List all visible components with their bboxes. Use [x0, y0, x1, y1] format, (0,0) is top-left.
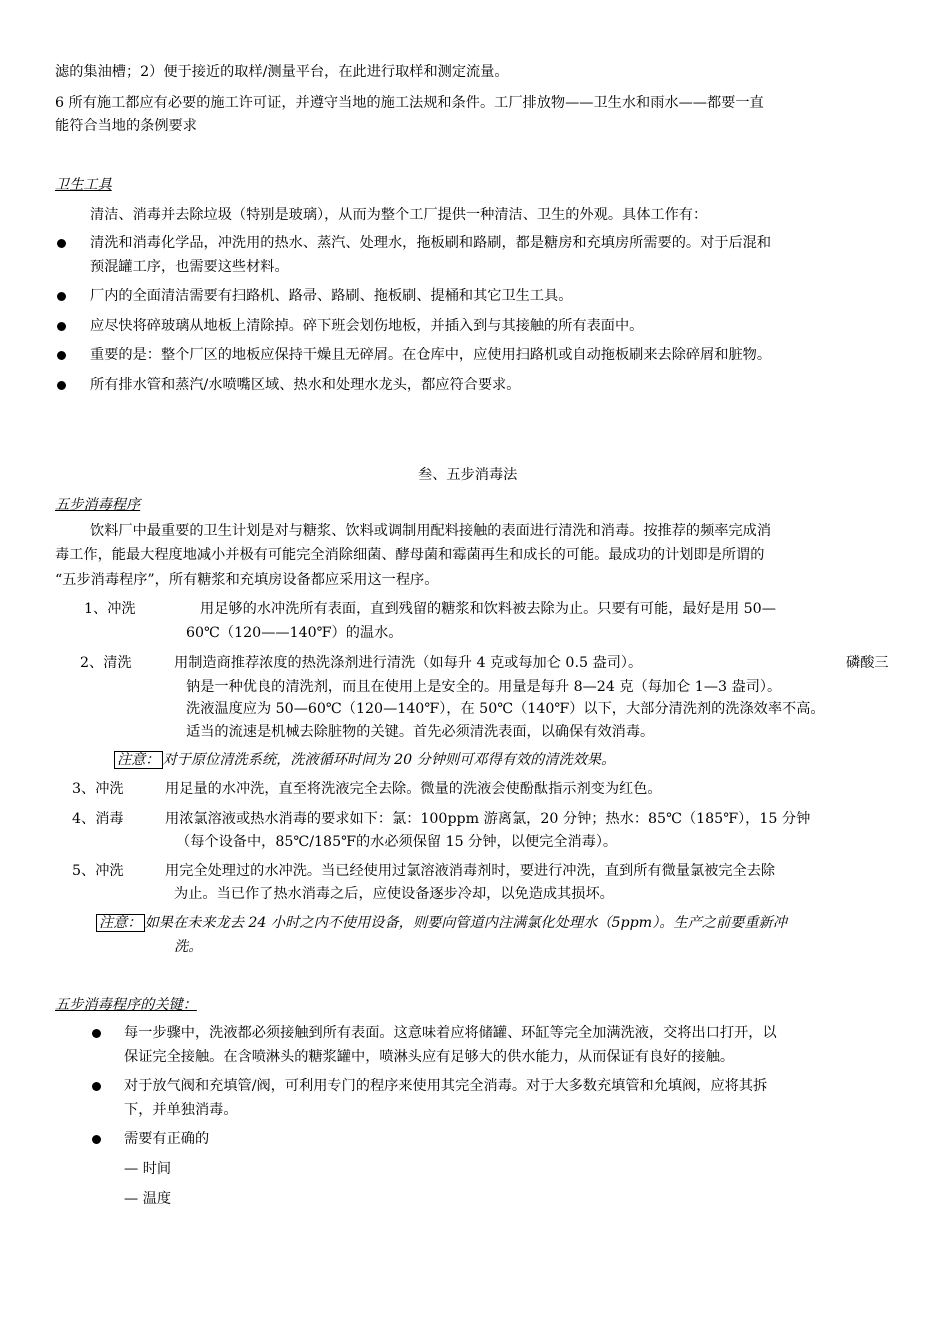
step-text: 为止。当已作了热水消毒之后，应使设备逐步冷却，以免造成其损坏。 — [174, 886, 614, 902]
bullet-icon — [92, 1082, 101, 1091]
step-label: 3、冲洗 — [72, 781, 124, 797]
paragraph-intro: 清洁、消毒并去除垃圾（特别是玻璃），从而为整个工厂提供一种清洁、卫生的外观。具体工作有： — [90, 207, 708, 223]
text-line: 饮料厂中最重要的卫生计划是对与糖浆、饮料或调制用配料接触的表面进行清洗和消毒。按推荐的频率完成消 — [90, 523, 772, 539]
bullet-text: 下，并单独消毒。 — [124, 1102, 238, 1118]
section-heading: 五步消毒程序的关键： — [55, 997, 197, 1013]
note-text: 对于原位清洗系统，洗液循环时间为 20 分钟则可邓得有效的清洗效果。 — [162, 752, 616, 768]
bullet-text: 所有排水管和蒸汽/水喷嘴区域、热水和处理水龙头，都应符合要求。 — [90, 377, 521, 393]
step-text: 适当的流速是机械去除脏物的关键。首先必须清洗表面，以确保有效消毒。 — [186, 724, 655, 740]
bullet-text: 清洗和消毒化学品，冲洗用的热水、蒸汽、处理水，拖板刷和路刷，都是糖房和充填房所需要的。对于后混和 — [90, 235, 772, 251]
bullet-text: 对于放气阀和充填管/阀，可利用专门的程序来使用其完全消毒。对于大多数充填管和允填阀，应将其拆 — [124, 1078, 768, 1094]
step-text: 用浓氯溶液或热水消毒的要求如下：氯：100ppm 游离氯，20 分钟；热水：85℃（185℉），15 分钟 — [165, 811, 811, 827]
bullet-text: 重要的是：整个厂区的地板应保持干燥且无碎屑。在仓库中，应使用扫路机或自动拖板刷来去除碎屑和脏物。 — [90, 347, 772, 363]
note-label: 注意： — [96, 914, 145, 932]
text-line: “五步消毒程序”，所有糖浆和充填房设备都应采用这一程序。 — [55, 572, 439, 588]
note-text: 如果在未来龙去 24 小时之内不使用设备，则要向管道内注满氯化处理水（5ppm）。生产之前要重新冲 — [144, 915, 787, 931]
step-label: 1、冲洗 — [84, 601, 136, 617]
note — [114, 751, 615, 769]
bullet-text: 需要有正确的 — [124, 1131, 210, 1147]
step-label: 4、消毒 — [72, 811, 124, 827]
step-text: （每个设备中，85℃/185℉的水必须保留 15 分钟，以便完全消毒）。 — [176, 834, 618, 850]
step-text: 60℃（120——140℉）的温水。 — [186, 625, 403, 641]
section-subheading: 五步消毒程序 — [55, 497, 141, 513]
bullet-text: 每一步骤中，洗液都必须接触到所有表面。这意味着应将储罐、环缸等完全加满洗液，交将出口打开，以 — [124, 1025, 777, 1041]
dash-item: — 温度 — [124, 1191, 172, 1207]
bullet-icon — [57, 239, 66, 248]
note — [96, 914, 787, 932]
note-label: 注意： — [114, 751, 163, 769]
note-text: 洗。 — [174, 939, 203, 955]
section-heading: 卫生工具 — [55, 177, 112, 193]
step-label: 5、冲洗 — [72, 863, 124, 879]
bullet-icon — [57, 322, 66, 331]
step-text: 钠是一种优良的清洗剂，而且在使用上是安全的。用量是每升 8—24 克（每加仑 1—3 盎司）。 — [186, 679, 782, 695]
bullet-text: 预混罐工序，也需要这些材料。 — [90, 259, 289, 275]
dash-item: — 时间 — [124, 1161, 172, 1177]
step-text: 用完全处理过的水冲洗。当已经使用过氯溶液消毒剂时，要进行冲洗，直到所有微量氯被完全去除 — [165, 863, 776, 879]
bullet-text: 保证完全接触。在含喷淋头的糖浆罐中，喷淋头应有足够大的供水能力，从而保证有良好的接触。 — [124, 1049, 735, 1065]
step-label: 2、清洗 — [80, 655, 132, 671]
step-text: 洗液温度应为 50—60℃（120—140℉），在 50℃（140℉）以下，大部分清洗剂的洗涤效率不高。 — [186, 701, 825, 717]
step-text: 用制造商推荐浓度的热洗涤剂进行清洗（如每升 4 克或每加仑 0.5 盎司）。 — [174, 655, 643, 671]
text-line: 滤的集油槽；2）便于接近的取样/测量平台，在此进行取样和测定流量。 — [55, 64, 509, 80]
step-text: 用足够的水冲洗所有表面，直到残留的糖浆和饮料被去除为止。只要有可能，最好是用 50— — [200, 601, 776, 617]
bullet-icon — [57, 292, 66, 301]
step-text: 用足量的水冲洗，直至将洗液完全去除。微量的洗液会使酚酞指示剂变为红色。 — [165, 781, 662, 797]
text-line: 能符合当地的条例要求 — [55, 118, 197, 134]
bullet-text: 应尽快将碎玻璃从地板上清除掉。碎下班会划伤地板，并插入到与其接触的所有表面中。 — [90, 318, 644, 334]
text-line: 6 所有施工都应有必要的施工许可证，并遵守当地的施工法规和条件。工厂排放物——卫生水和雨水——都要一直 — [55, 95, 764, 111]
bullet-icon — [57, 381, 66, 390]
bullet-text: 厂内的全面清洁需要有扫路机、路帚、路刷、拖板刷、提桶和其它卫生工具。 — [90, 288, 573, 304]
step-text: 磷酸三 — [846, 655, 889, 671]
text-line: 毒工作，能最大程度地减小并极有可能完全消除细菌、酵母菌和霉菌再生和成长的可能。最成功的计划即是所谓的 — [55, 547, 765, 563]
section-title: 叁、五步消毒法 — [418, 467, 518, 483]
bullet-icon — [92, 1135, 101, 1144]
bullet-icon — [92, 1029, 101, 1038]
bullet-icon — [57, 351, 66, 360]
